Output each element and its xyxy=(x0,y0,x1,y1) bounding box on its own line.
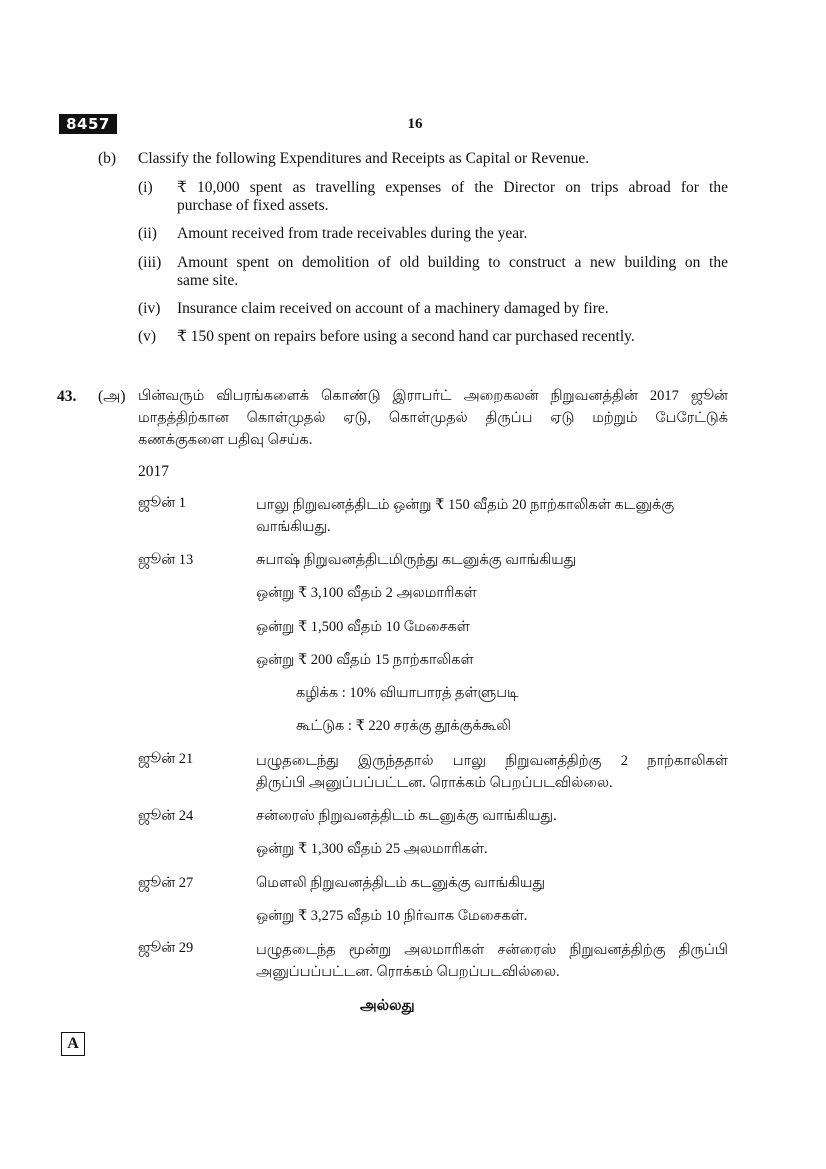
entry-date: ஜூன் 24 xyxy=(138,808,194,824)
item-text-line: ₹ 10,000 spent as travelling expenses of the Director on trips abroad for the xyxy=(177,179,728,196)
part-b-label: (b) xyxy=(98,150,117,167)
booklet-version-box: A xyxy=(61,1032,85,1056)
item-label: (i) xyxy=(138,179,153,196)
item-text-line: ₹ 150 spent on repairs before using a second hand car purchased recently. xyxy=(177,328,635,345)
item-text-line: purchase of fixed assets. xyxy=(177,197,329,214)
entry-date: ஜூன் 13 xyxy=(138,552,194,568)
entry-line: பாலு நிறுவனத்திடம் ஒன்று ₹ 150 வீதம் 20 நாற்காலிகள் கடனுக்கு xyxy=(256,497,675,513)
entry-text xyxy=(256,494,728,538)
entry-text xyxy=(256,939,728,983)
item-text-line: Amount spent on demolition of old building to construct a new building on the xyxy=(177,254,728,271)
or-separator: அல்லது xyxy=(360,998,415,1014)
page-number: 16 xyxy=(407,116,423,132)
question-line: பின்வரும் விபரங்களைக் கொண்டு இராபர்ட் அறைகலன் நிறுவனத்தின் 2017 ஜூன் xyxy=(138,388,728,404)
entry-date: ஜூன் 27 xyxy=(138,875,194,891)
question-line: மாதத்திற்கான கொள்முதல் ஏடு, கொள்முதல் திருப்ப ஏடு மற்றும் பேரேட்டுக் xyxy=(138,410,728,426)
entry-line: ஒன்று ₹ 1,300 வீதம் 25 அலமாரிகள். xyxy=(256,841,488,857)
paper-code-badge: 8457 xyxy=(59,114,117,134)
entry-line: மௌலி நிறுவனத்திடம் கடனுக்கு வாங்கியது xyxy=(256,875,546,891)
part-b-question: Classify the following Expenditures and Receipts as Capital or Revenue. xyxy=(138,150,590,167)
entry-line: பழுதடைந்த மூன்று அலமாரிகள் சன்ரைஸ் நிறுவனத்திற்கு திருப்பி xyxy=(256,942,728,958)
entry-date: ஜூன் 21 xyxy=(138,751,194,767)
year-label: 2017 xyxy=(138,463,169,480)
item-label: (iii) xyxy=(138,254,162,271)
entry-line: சன்ரைஸ் நிறுவனத்திடம் கடனுக்கு வாங்கியது. xyxy=(256,808,557,824)
entry-line: ஒன்று ₹ 1,500 வீதம் 10 மேசைகள் xyxy=(256,619,470,635)
entry-line: பழுதடைந்து இருந்ததால் பாலு நிறுவனத்திற்கு 2 நாற்காலிகள் xyxy=(256,753,728,769)
entry-adjustment: கழிக்க : 10% வியாபாரத் தள்ளுபடி xyxy=(296,685,519,701)
item-label: (v) xyxy=(138,328,157,345)
entry-date: ஜூன் 29 xyxy=(138,940,194,956)
entry-adjustment: கூட்டுக : ₹ 220 சரக்கு தூக்குக்கூலி xyxy=(296,718,511,734)
item-text-line: Insurance claim received on account of a machinery damaged by fire. xyxy=(177,300,609,317)
entry-line: ஒன்று ₹ 3,275 வீதம் 10 நிர்வாக மேசைகள். xyxy=(256,908,528,924)
entry-line: ஒன்று ₹ 200 வீதம் 15 நாற்காலிகள் xyxy=(256,652,474,668)
entry-line: திருப்பி அனுப்பப்பட்டன. ரொக்கம் பெறப்படவில்லை. xyxy=(256,775,613,791)
sub-question-label: (அ) xyxy=(98,388,126,405)
entry-date: ஜூன் 1 xyxy=(138,495,187,511)
entry-line: சுபாஷ் நிறுவனத்திடமிருந்து கடனுக்கு வாங்கியது xyxy=(256,552,577,568)
item-label: (iv) xyxy=(138,300,161,317)
entry-line: ஒன்று ₹ 3,100 வீதம் 2 அலமாரிகள் xyxy=(256,585,477,601)
question-line: கணக்குகளை பதிவு செய்க. xyxy=(138,432,313,448)
entry-line: வாங்கியது. xyxy=(256,519,331,535)
entry-text xyxy=(256,750,728,794)
question-text xyxy=(138,385,728,451)
question-number: 43. xyxy=(57,388,77,405)
entry-line: அனுப்பப்பட்டன. ரொக்கம் பெறப்படவில்லை. xyxy=(256,964,560,980)
item-text-line: Amount received from trade receivables during the year. xyxy=(177,225,528,242)
item-text-line: same site. xyxy=(177,272,239,289)
item-label: (ii) xyxy=(138,225,157,242)
